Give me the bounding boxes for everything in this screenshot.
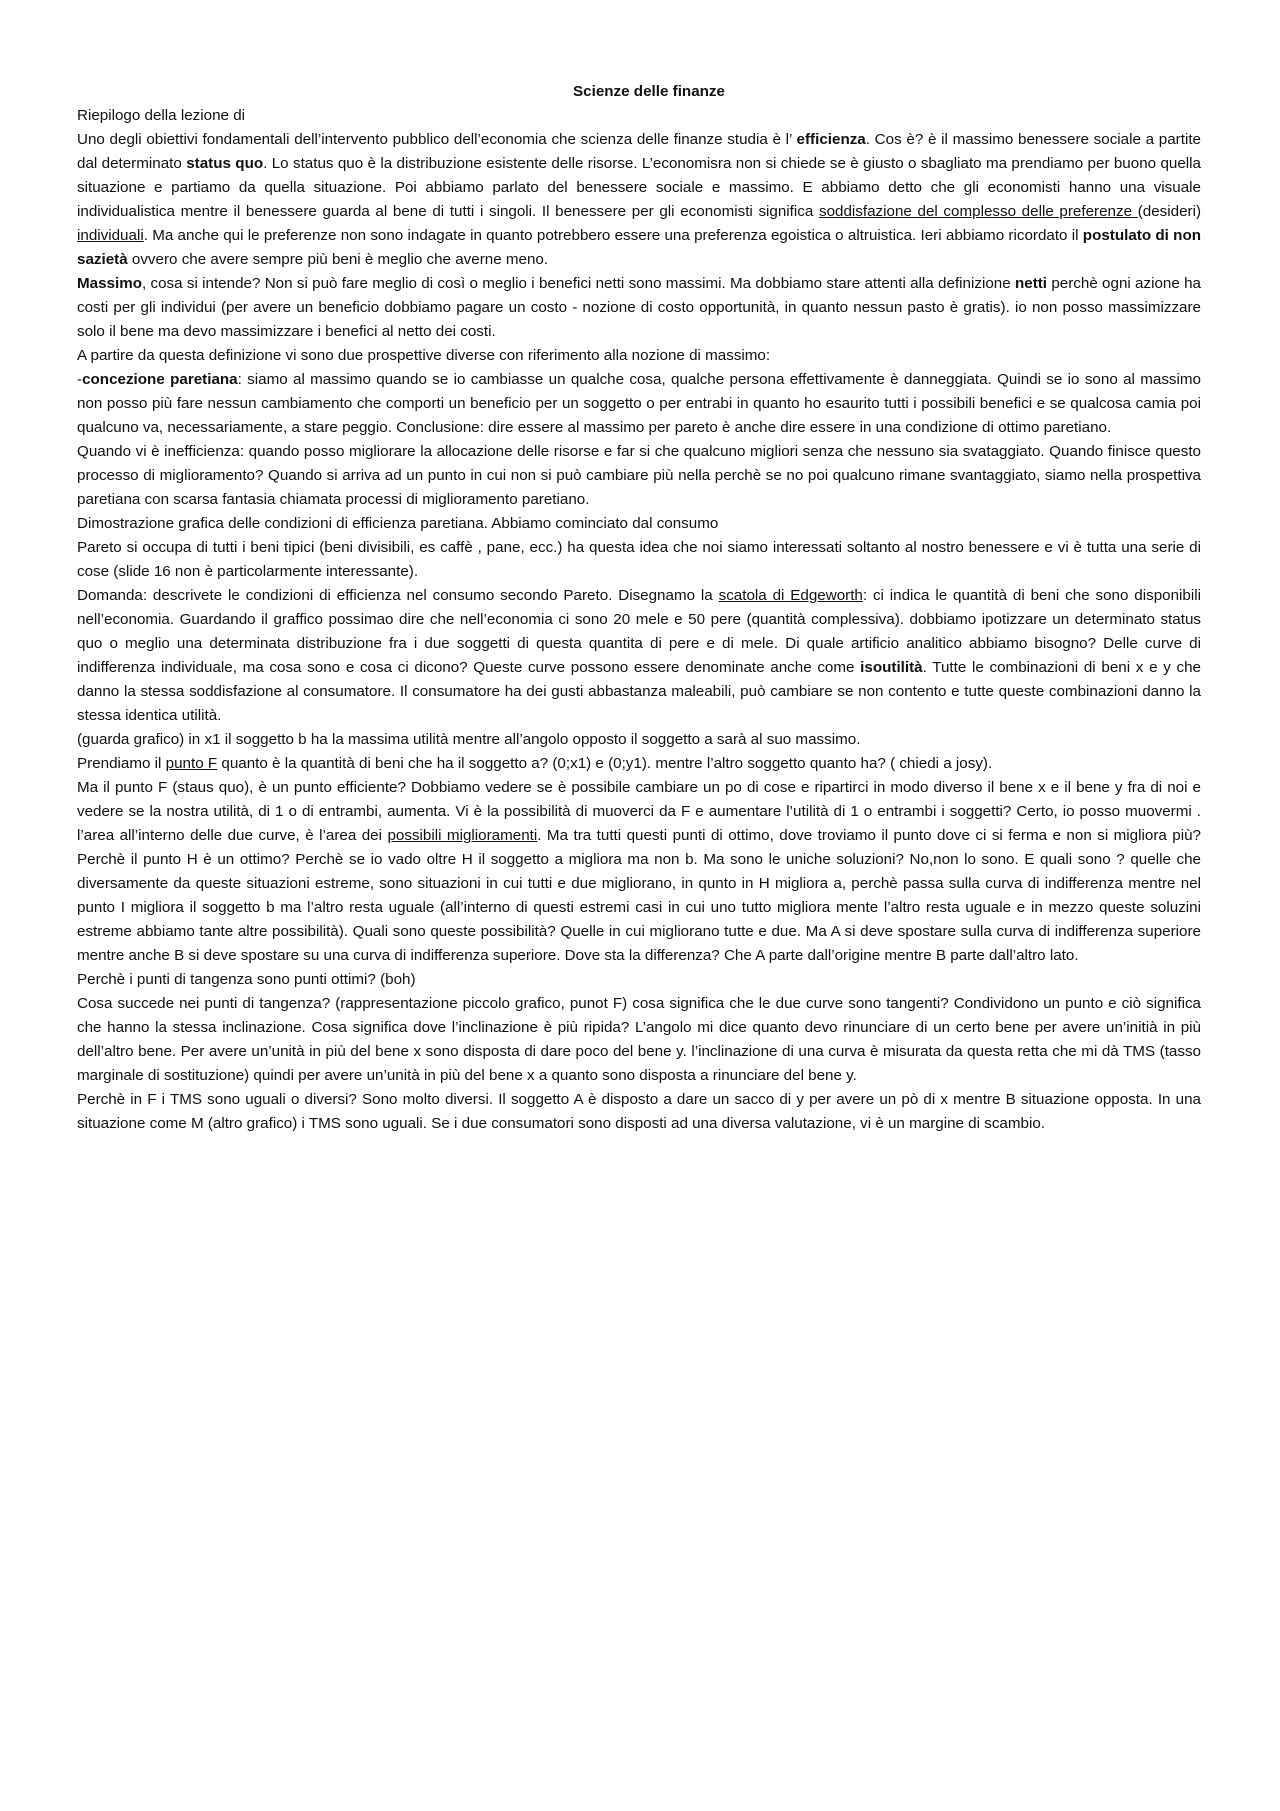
text-run: Dimostrazione grafica delle condizioni di efficienza paretiana. Abbiamo cominciato dal consumo (77, 515, 719, 532)
paragraph (77, 512, 1201, 536)
bold-text: status quo (186, 155, 264, 172)
text-run: Ma il punto F (staus quo), è un punto efficiente? Dobbiamo vedere se è possibile cambiare un po di cose e ripartirci in modo diverso il bene x e il bene y fra di noi e vedere se la nostra utilità, di 1 o di entrambi, aumenta. Vi è la possibilità di muoverci da F e aumentare l’utilità di 1 o entrambi i soggetti? Certo, io posso muovermi . l’area all’interno delle due curve, è l’area dei (77, 779, 1201, 844)
underlined-text: scatola di Edgeworth (718, 587, 863, 604)
paragraph (77, 992, 1201, 1088)
paragraph (77, 584, 1201, 728)
document-body (77, 104, 1201, 1136)
text-run: . Ma tra tutti questi punti di ottimo, dove troviamo il punto dove ci si ferma e non si migliora più? Perchè il punto H è un ottimo? Perchè se io vado oltre H il soggetto a migliora ma non b. Ma sono le uniche soluzioni? No,non lo sono. E quali sono ? quelle che diversamente da queste situazioni estreme, sono situazioni in cui tutti e due migliorano, in qunto in H migliora a, perchè passa sulla curva di indifferenza mentre nel punto I migliora il soggetto b ma l’altro resta uguale (all’interno di questi estremi casi in cui uno tutto migliora mente l’altro resta uguale e in mezzo queste soluzini estreme abbiamo tante altre possibilità). Quali sono queste possibilità? Quelle in cui migliorano tutte e due. Ma A si deve spostare sulla curva di indifferenza superiore mentre anche B si deve spostare su una curva di indifferenza superiore. Dove sta la differenza? Che A parte dall’origine mentre B parte dall’altro lato. (77, 827, 1201, 964)
text-run: perchè ogni azione ha costi per gli individui (per avere un beneficio dobbiamo pagare un costo - nozione di costo opportunità, in quanto nessun pasto è gratis). io non posso massimizzare solo il bene ma devo massimizzare i benefici al netto dei costi. (77, 275, 1201, 340)
bold-text: Massimo (77, 275, 142, 292)
text-run: . Ma anche qui le preferenze non sono indagate in quanto potrebbero essere una preferenza egoistica o altruistica. Ieri abbiamo ricordato il (143, 227, 1083, 244)
text-run: Quando vi è inefficienza: quando posso migliorare la allocazione delle risorse e far si che qualcuno migliori senza che nessuno sia svataggiato. Quando finisce questo processo di miglioramento? Quando si arriva ad un punto in cui non si può cambiare più nella perchè se no poi qualcuno rimane svantaggiato, siamo nella prospettiva paretiana con scarsa fantasia chiamata processi di miglioramento paretiano. (77, 443, 1201, 508)
bold-text: concezione paretiana (82, 371, 238, 388)
text-run: Uno degli obiettivi fondamentali dell’intervento pubblico dell’economia che scienza delle finanze studia è l’ (77, 131, 797, 148)
text-run: Domanda: descrivete le condizioni di efficienza nel consumo secondo Pareto. Disegnamo la (77, 587, 719, 604)
paragraph (77, 344, 1201, 368)
text-run: A partire da questa definizione vi sono due prospettive diverse con riferimento alla nozione di massimo: (77, 347, 771, 364)
paragraph (77, 536, 1201, 584)
bold-text: isoutilità (860, 659, 923, 676)
text-run: quanto è la quantità di beni che ha il soggetto a? (0;x1) e (0;y1). mentre l’altro soggetto quanto ha? ( chiedi a josy). (217, 755, 993, 772)
text-run: : siamo al massimo quando se io cambiasse un qualche cosa, qualche persona effettivamente è danneggiata. Quindi se io sono al massimo non posso più fare nessun cambiamento che comporti un beneficio per un soggetto o per entrabi in quanto ho esaurito tutti i possibili benefici e se qualcosa camia poi qualcuno va, necessariamente, a stare peggio. Conclusione: dire essere al massimo per pareto è anche dire essere in una condizione di ottimo paretiano. (77, 371, 1201, 436)
document-title: Scienze delle finanze (573, 83, 725, 100)
text-run: Prendiamo il (77, 755, 166, 772)
text-run: ovvero che avere sempre più beni è meglio che averne meno. (127, 251, 549, 268)
text-run: . Tutte le combinazioni di beni x e y che danno la stessa soddisfazione al consumatore. Il consumatore ha dei gusti abbastanza maleabili, può cambiare se non contento e tutte queste combinazioni danno la stessa identica utilità. (77, 659, 1201, 724)
paragraph (77, 440, 1201, 512)
paragraph (77, 728, 1201, 752)
text-run: , cosa si intende? Non si può fare meglio di così o meglio i benefici netti sono massimi. Ma dobbiamo stare attenti alla definizione (142, 275, 1015, 292)
underlined-text: possibili miglioramenti (387, 827, 538, 844)
text-run: : ci indica le quantità di beni che sono disponibili nell’economia. Guardando il graffico possimao dire che nell’economia ci sono 20 mele e 50 pere (quantità complessiva). dobbiamo ipotizzare un determinato status quo o meglio una determinata distribuzione fra i due soggetti di questa quantita di pere e di mele. Di quale artificio analitico abbiamo bisogno? Delle curve di indifferenza individuale, ma cosa sono e cosa ci dicono? Queste curve possono essere denominate anche come (77, 587, 1201, 676)
paragraph (77, 368, 1201, 440)
underlined-text: soddisfazione del complesso delle preferenze (818, 203, 1138, 220)
text-run: (guarda grafico) in x1 il soggetto b ha la massima utilità mentre all’angolo opposto il soggetto a sarà al suo massimo. (77, 731, 861, 748)
underlined-text: punto F (165, 755, 218, 772)
text-run: Perchè i punti di tangenza sono punti ottimi? (boh) (77, 971, 416, 988)
text-run: . Cos è? è il massimo benessere sociale a partite dal determinato (77, 131, 1201, 172)
text-run: Riepilogo della lezione di (77, 107, 246, 124)
text-run: Cosa succede nei punti di tangenza? (rappresentazione piccolo grafico, punot F) cosa significa che le due curve sono tangenti? Condividono un punto e ciò significa che hanno la stessa inclinazione. Cosa significa dove l’inclinazione è più ripida? L’angolo mi dice quanto devo rinunciare di un certo bene per avere un’initià in più dell’altro bene. Per avere un’unità in più del bene x sono disposta di dare poco del bene y. l’inclinazione di una curva è misurata da questa retta che mi dà TMS (tasso marginale di sostituzione) quindi per avere un’unità in più del bene x a quanto sono disposta a rinunciare del bene y. (77, 995, 1201, 1084)
paragraph (77, 1088, 1201, 1136)
text-run: Perchè in F i TMS sono uguali o diversi? Sono molto diversi. Il soggetto A è disposto a dare un sacco di y per avere un pò di x mentre B situazione opposta. In una situazione come M (altro grafico) i TMS sono uguali. Se i due consumatori sono disposti ad una diversa valutazione, vi è un margine di scambio. (77, 1091, 1201, 1132)
paragraph (77, 128, 1201, 272)
bold-text: postulato di non sazietà (77, 227, 1202, 268)
paragraph (77, 776, 1201, 968)
document-page (77, 80, 1201, 1136)
paragraph (77, 104, 1201, 128)
text-run: (desideri) (1137, 203, 1202, 220)
bold-text: netti (1014, 275, 1048, 292)
text-run: Pareto si occupa di tutti i beni tipici (beni divisibili, es caffè , pane, ecc.) ha questa idea che noi siamo interessati soltanto al nostro benessere e vi è tutta una serie di cose (slide 16 non è particolarmente interessante). (77, 539, 1201, 580)
paragraph (77, 968, 1201, 992)
paragraph (77, 272, 1201, 344)
underlined-text: individuali (77, 227, 144, 244)
text-run: - (77, 371, 83, 388)
text-run: . Lo status quo è la distribuzione esistente delle risorse. L’economisra non si chiede se è giusto o sbagliato ma prendiamo per buono quella situazione e partiamo da quella situazione. Poi abbiamo parlato del benessere sociale e massimo. E abbiamo detto che gli economisti hanno una visuale individualistica mentre il benessere guarda al bene di tutti i singoli. Il benessere per gli economisti significa (77, 155, 1201, 220)
paragraph (77, 752, 1201, 776)
bold-text: efficienza (796, 131, 866, 148)
